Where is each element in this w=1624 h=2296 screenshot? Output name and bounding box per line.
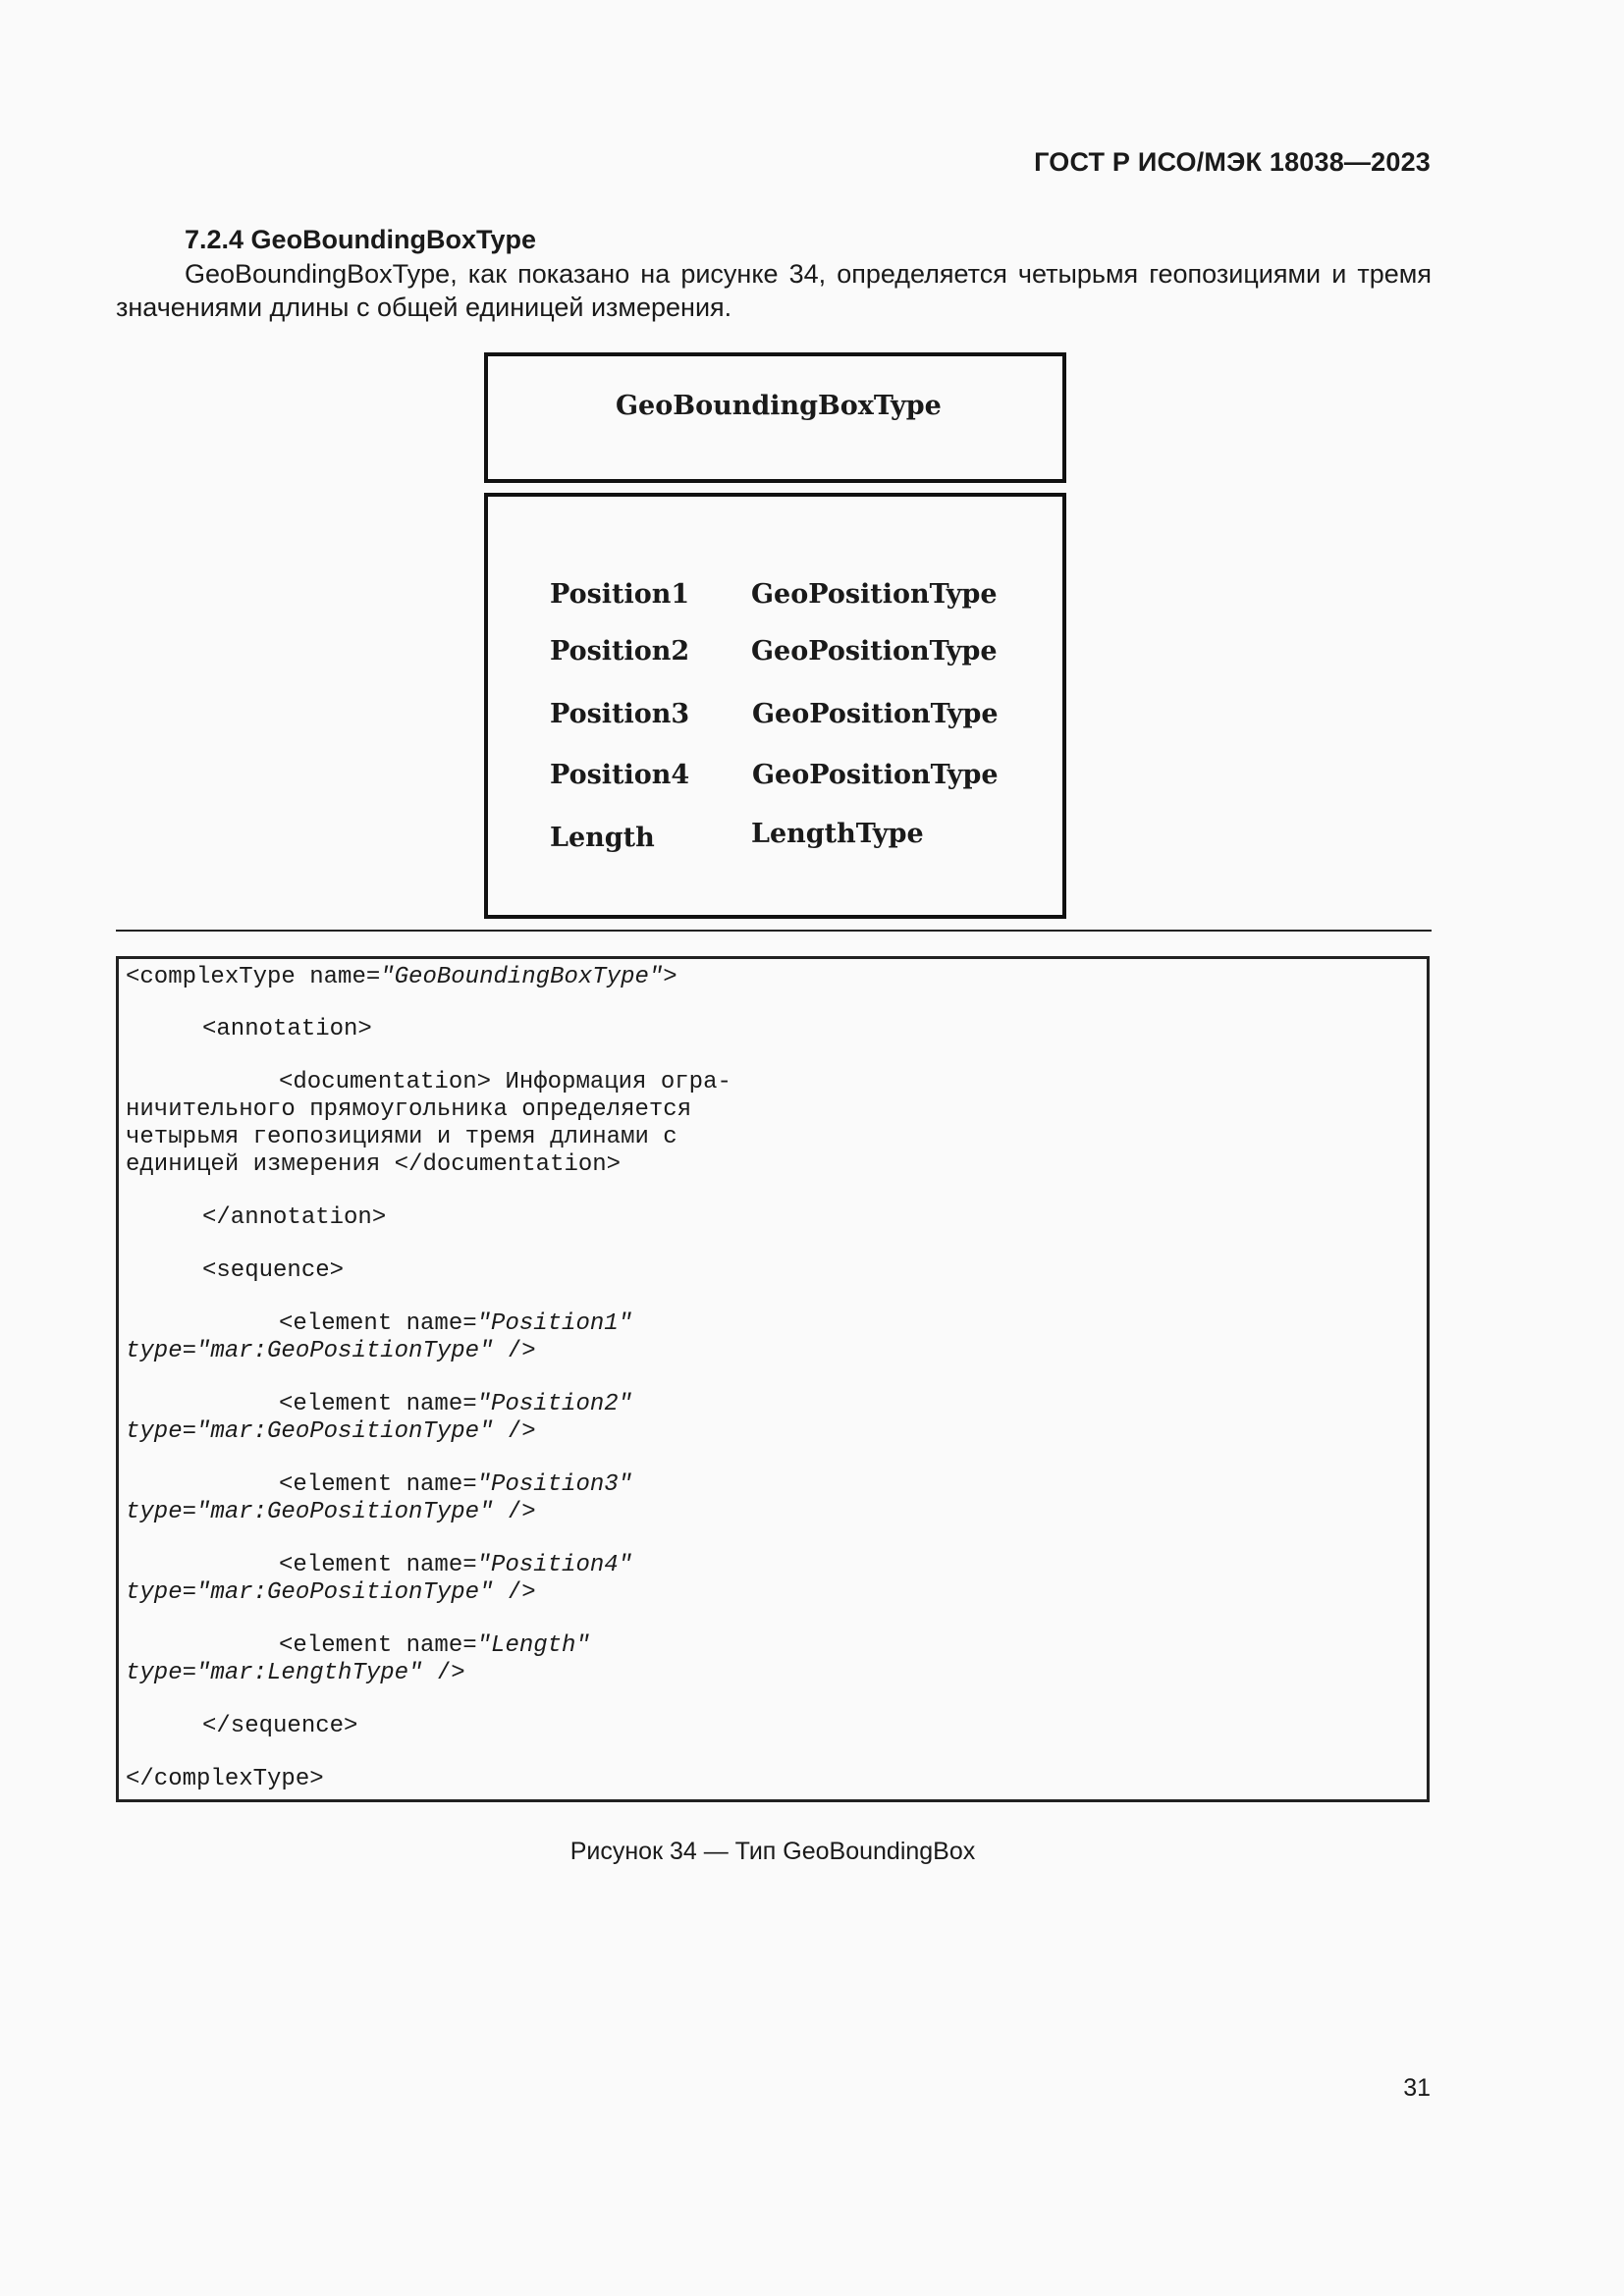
code-tag: /> <box>493 1499 536 1525</box>
figure-caption: Рисунок 34 — Тип GeoBoundingBox <box>569 1838 976 1865</box>
code-attr-value: "mar:GeoPositionType" <box>196 1418 494 1445</box>
code-tag: /> <box>493 1579 536 1606</box>
uml-attr-type: GeoPositionType <box>751 579 998 610</box>
code-attr-value: "Position2" <box>476 1391 633 1417</box>
code-tag: /> <box>422 1660 465 1686</box>
section-paragraph: GeoBoundingBoxType, как показано на рисунке 34, определяется четырьмя геопозициями и тремя значениями длины с общей единицей измерения. <box>116 259 1432 322</box>
code-attr: type= <box>126 1418 197 1445</box>
code-tag: > <box>663 964 677 990</box>
code-line-documentation: ничительного прямоугольника определяется <box>126 1096 692 1123</box>
code-line-documentation: единицей измерения </documentation> <box>126 1151 622 1178</box>
code-line-documentation: <documentation> Информация огра- <box>279 1069 731 1095</box>
code-line-sequence-open: <sequence> <box>202 1257 345 1284</box>
code-attr-value: "Position3" <box>476 1471 633 1498</box>
code-attr-value: "mar:GeoPositionType" <box>196 1499 494 1525</box>
code-line-element <box>279 1552 632 1579</box>
uml-attr-type: LengthType <box>751 819 924 849</box>
code-line-element-type <box>126 1579 536 1607</box>
code-line-element-type <box>126 1418 536 1446</box>
page-number: 31 <box>1403 2074 1431 2102</box>
code-line-element <box>279 1471 632 1499</box>
code-tag: <element name= <box>279 1471 477 1498</box>
code-tag: /> <box>493 1338 536 1364</box>
code-line-annotation-close: </annotation> <box>202 1204 387 1231</box>
code-attr-value: "Position1" <box>476 1310 633 1337</box>
code-attr-value: "Position4" <box>476 1552 633 1578</box>
code-line-element-type <box>126 1499 536 1526</box>
code-line-element-type <box>126 1660 465 1687</box>
standard-header: ГОСТ Р ИСО/МЭК 18038—2023 <box>1034 147 1431 177</box>
uml-attr-type: GeoPositionType <box>752 760 999 790</box>
code-attr-value: "mar:GeoPositionType" <box>196 1338 494 1364</box>
code-tag: <element name= <box>279 1552 477 1578</box>
uml-attr-name: Length <box>550 823 655 853</box>
code-line-documentation: четырьмя геопозициями и тремя длинами с <box>126 1124 677 1150</box>
code-attr: type= <box>126 1660 197 1686</box>
code-attr-value: "Length" <box>476 1632 590 1659</box>
code-tag: /> <box>493 1418 536 1445</box>
section-title: 7.2.4 GeoBoundingBoxType <box>185 225 537 254</box>
uml-class-name: GeoBoundingBoxType <box>616 391 942 421</box>
code-line-complextype-open <box>126 964 677 991</box>
uml-attr-name: Position2 <box>550 636 690 667</box>
code-attr-value: "mar:LengthType" <box>196 1660 423 1686</box>
code-tag: <element name= <box>279 1391 477 1417</box>
code-attr: type= <box>126 1499 197 1525</box>
code-line-element <box>279 1310 632 1338</box>
code-line-sequence-close: </sequence> <box>202 1713 358 1739</box>
uml-attr-name: Position1 <box>550 579 690 610</box>
code-attr: type= <box>126 1338 197 1364</box>
code-line-complextype-close: </complexType> <box>126 1766 324 1792</box>
code-tag: <element name= <box>279 1632 477 1659</box>
code-line-annotation-open: <annotation> <box>202 1016 372 1042</box>
uml-attr-name: Position4 <box>550 760 690 790</box>
code-tag: <complexType name= <box>126 964 381 990</box>
code-line-element-type <box>126 1338 536 1365</box>
uml-attr-name: Position3 <box>550 699 690 729</box>
code-attr: type= <box>126 1579 197 1606</box>
code-attr-value: "mar:GeoPositionType" <box>196 1579 494 1606</box>
code-tag: <element name= <box>279 1310 477 1337</box>
uml-attr-type: GeoPositionType <box>752 699 999 729</box>
code-line-element <box>279 1632 590 1660</box>
code-line-element <box>279 1391 632 1418</box>
uml-attr-type: GeoPositionType <box>751 636 998 667</box>
horizontal-rule <box>116 930 1432 932</box>
code-attr-value: "GeoBoundingBoxType" <box>380 964 664 990</box>
